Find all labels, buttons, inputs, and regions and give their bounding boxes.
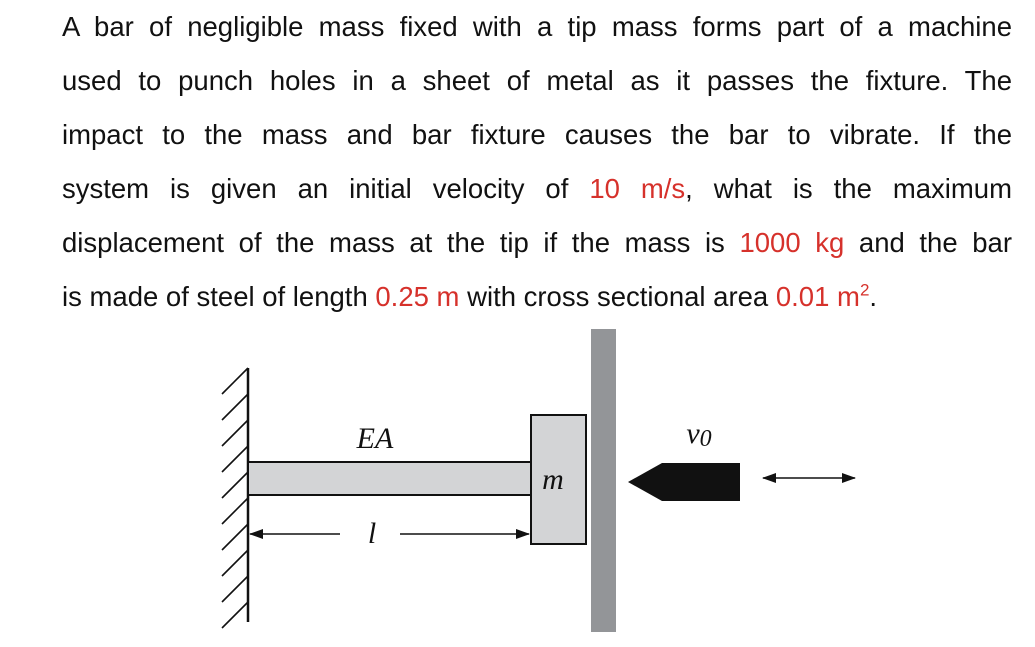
mass-label: m	[542, 463, 564, 496]
area-exponent: 2	[859, 280, 870, 300]
problem-line-2: used to punch holes in a sheet of metal as it passes the fixture. The	[62, 65, 1012, 96]
problem-line-4-text-b: , what is the maximum	[685, 173, 1012, 204]
length-value: 0.25 m	[375, 281, 460, 312]
velocity-label-subscript: 0	[699, 426, 712, 452]
problem-line-4-text-a: system is given an initial velocity of	[62, 173, 590, 204]
problem-line-5-text-a: displacement of the mass at the tip if the mass is	[62, 227, 740, 258]
initial-velocity-value: 10 m/s	[589, 173, 686, 204]
length-label: l	[367, 517, 377, 550]
wall-hatching	[222, 368, 248, 628]
problem-line-3: impact to the mass and bar fixture causes the bar to vibrate. If the	[62, 119, 1012, 150]
punch	[628, 463, 740, 501]
bar-label: EA	[356, 422, 394, 455]
problem-line-1: A bar of negligible mass fixed with a tip mass forms part of a machine	[62, 11, 1012, 42]
mass-value: 1000 kg	[739, 227, 845, 258]
problem-line-5-text-b: and the bar	[844, 227, 1012, 258]
metal-sheet	[591, 329, 616, 632]
problem-line-6-text-b: with cross sectional area	[459, 281, 776, 312]
area-value-base: 0.01 m	[775, 281, 860, 312]
elastic-bar	[248, 462, 531, 495]
velocity-label-v: v	[686, 417, 700, 450]
problem-line-6-text-a: is made of steel of length	[62, 281, 376, 312]
problem-line-6-text-c: .	[869, 281, 878, 312]
velocity-label	[686, 417, 711, 452]
